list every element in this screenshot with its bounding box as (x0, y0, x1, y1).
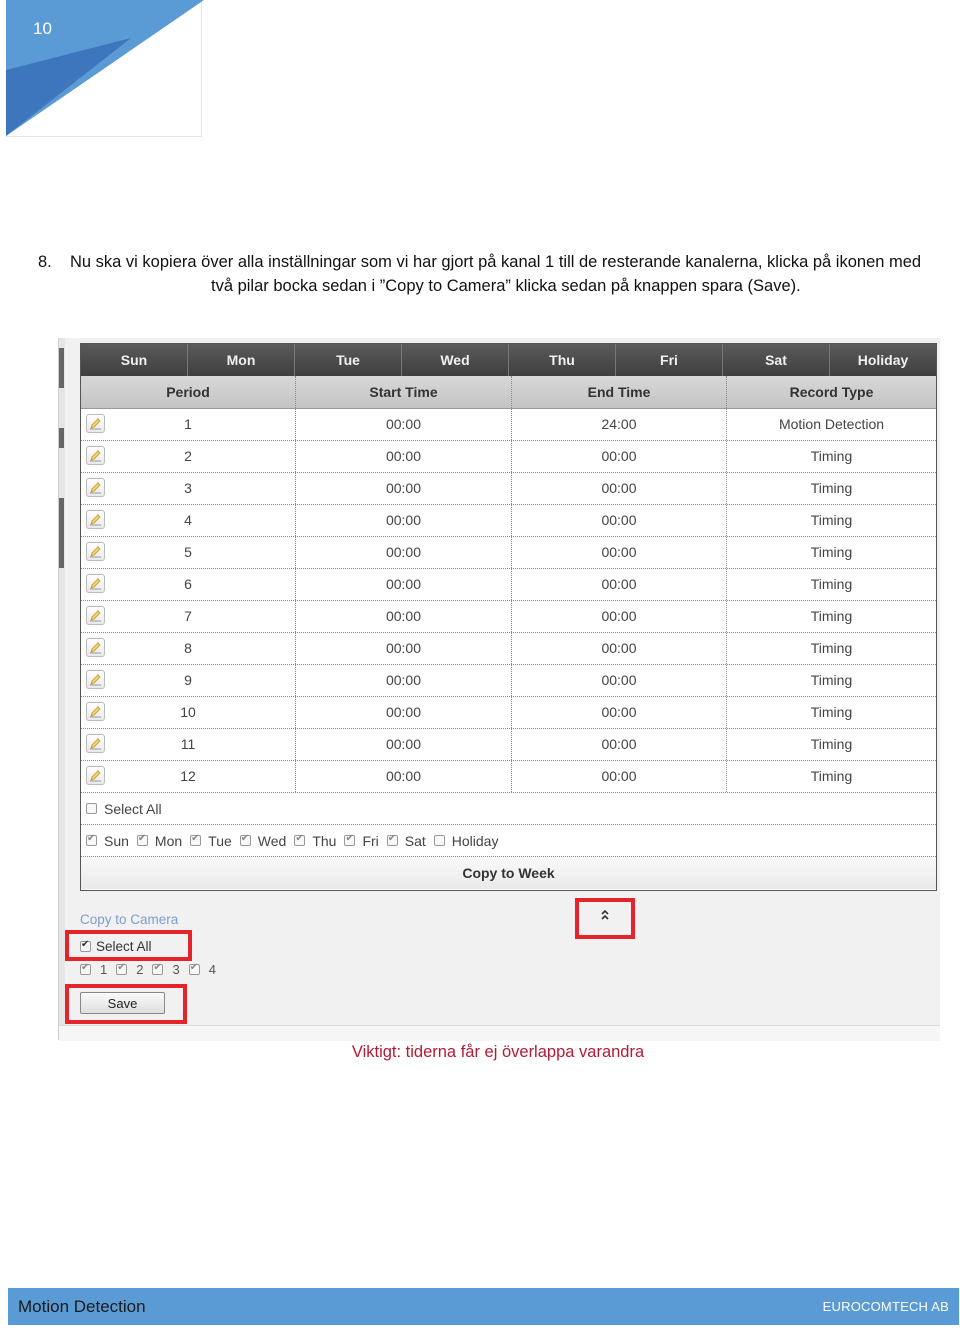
day-tab-fri[interactable]: Fri (616, 344, 723, 376)
screenshot-bottom-edge (59, 1025, 940, 1041)
checkbox-box (344, 835, 355, 846)
copy-day-label: Tue (208, 832, 232, 849)
checkbox-box (189, 964, 200, 975)
page-number: 10 (33, 19, 52, 38)
footer-company: EUROCOMTECH AB (822, 1299, 949, 1314)
camera-checkbox-4[interactable] (189, 962, 216, 977)
start-time-cell: 00:00 (296, 633, 512, 664)
checkbox-box (86, 803, 97, 814)
start-time-cell: 00:00 (296, 761, 512, 792)
checkbox-box (294, 835, 305, 846)
copy-to-week-button[interactable]: Copy to Week (81, 857, 936, 889)
select-all-periods-checkbox[interactable] (86, 801, 162, 817)
record-type-cell: Timing (810, 704, 853, 720)
table-row (81, 601, 936, 633)
day-tab-thu[interactable]: Thu (509, 344, 616, 376)
edit-pencil-icon[interactable] (86, 510, 105, 529)
instruction-line-1: Nu ska vi kopiera över alla inställningar som vi har gjort på kanal 1 till de resterande kanalerna, klicka på ikonen med (70, 253, 922, 271)
copy-day-label: Sun (104, 832, 129, 849)
period-cell (81, 409, 296, 440)
table-row (81, 409, 936, 441)
copy-to-camera-title: Copy to Camera (80, 912, 179, 927)
period-number: 5 (184, 544, 192, 560)
copy-day-checkbox-mon[interactable] (137, 833, 182, 849)
start-time-cell: 00:00 (296, 697, 512, 728)
period-number: 8 (184, 640, 192, 656)
end-time-cell: 00:00 (512, 473, 727, 504)
copy-day-label: Thu (312, 832, 337, 849)
double-chevron-up-icon (579, 908, 631, 922)
period-cell (81, 441, 296, 472)
record-type-cell: Timing (810, 640, 853, 656)
period-cell (81, 697, 296, 728)
copy-day-checkbox-thu[interactable] (294, 833, 336, 849)
camera-number: 1 (100, 962, 108, 977)
camera-checkbox-1[interactable] (80, 962, 107, 977)
end-time-cell: 24:00 (512, 409, 727, 440)
period-number: 4 (184, 512, 192, 528)
day-tab-holiday[interactable]: Holiday (857, 352, 909, 368)
checkbox-box (116, 964, 127, 975)
edit-pencil-icon[interactable] (86, 542, 105, 561)
end-time-cell: 00:00 (512, 537, 727, 568)
end-time-cell: 00:00 (512, 441, 727, 472)
edit-pencil-icon[interactable] (86, 606, 105, 625)
copy-day-checkbox-tue[interactable] (190, 833, 232, 849)
copy-day-label: Wed (257, 832, 287, 849)
copy-day-label: Sat (404, 832, 426, 849)
camera-number: 2 (136, 962, 144, 977)
copy-day-checkbox-sat[interactable] (387, 833, 426, 849)
edit-pencil-icon[interactable] (86, 478, 105, 497)
table-row (81, 729, 936, 761)
warning-text: Viktigt: tiderna får ej överlappa varandra (351, 1043, 645, 1061)
period-cell (81, 729, 296, 760)
end-time-cell: 00:00 (512, 761, 727, 792)
start-time-cell: 00:00 (296, 601, 512, 632)
footer-bar (8, 1288, 959, 1325)
day-tab-mon[interactable]: Mon (188, 344, 295, 376)
camera-checkboxes (80, 962, 225, 977)
period-number: 12 (180, 768, 196, 784)
record-type-cell: Timing (810, 608, 853, 624)
day-tab-wed[interactable]: Wed (402, 344, 509, 376)
checkbox-box (80, 941, 91, 952)
record-type-cell: Timing (810, 672, 853, 688)
start-time-cell: 00:00 (296, 473, 512, 504)
start-time-cell: 00:00 (296, 729, 512, 760)
table-header (81, 376, 936, 409)
period-number: 3 (184, 480, 192, 496)
copy-day-checkbox-holiday[interactable] (434, 833, 499, 849)
start-time-cell: 00:00 (296, 537, 512, 568)
start-time-cell: 00:00 (296, 409, 512, 440)
record-type-cell: Timing (810, 544, 853, 560)
start-time-cell: 00:00 (296, 665, 512, 696)
end-time-cell: 00:00 (512, 505, 727, 536)
end-time-cell: 00:00 (512, 569, 727, 600)
copy-day-checkbox-fri[interactable] (344, 833, 378, 849)
schedule-grid (80, 343, 937, 891)
table-row (81, 633, 936, 665)
step-number: 8. (38, 253, 52, 271)
end-time-cell: 00:00 (512, 697, 727, 728)
select-all-label: Select All (104, 800, 162, 817)
record-type-cell: Timing (810, 448, 853, 464)
column-header-record-type: Record Type (789, 384, 874, 400)
copy-day-checkbox-sun[interactable] (86, 833, 129, 849)
table-row (81, 665, 936, 697)
edit-pencil-icon[interactable] (86, 574, 105, 593)
start-time-cell: 00:00 (296, 441, 512, 472)
record-type-cell: Timing (810, 512, 853, 528)
checkbox-box (137, 835, 148, 846)
period-number: 1 (184, 416, 192, 432)
camera-number: 3 (172, 962, 180, 977)
start-time-cell: 00:00 (296, 505, 512, 536)
save-button[interactable]: Save (80, 992, 165, 1014)
period-cell (81, 761, 296, 792)
checkbox-box (387, 835, 398, 846)
period-number: 10 (180, 704, 196, 720)
record-type-cell: Timing (810, 768, 853, 784)
record-type-cell: Motion Detection (778, 416, 885, 432)
select-all-cameras-label: Select All (96, 939, 152, 954)
collapse-button-highlight[interactable] (575, 898, 635, 939)
day-tab-tue[interactable]: Tue (295, 344, 402, 376)
select-all-row (81, 793, 936, 825)
record-type-cell: Timing (810, 480, 853, 496)
copy-day-label: Mon (154, 832, 183, 849)
day-tab-sun[interactable]: Sun (81, 344, 188, 376)
end-time-cell: 00:00 (512, 601, 727, 632)
period-cell (81, 505, 296, 536)
camera-checkbox-2[interactable] (116, 962, 143, 977)
checkbox-box (86, 835, 97, 846)
edit-pencil-icon[interactable] (86, 414, 105, 433)
edit-pencil-icon[interactable] (86, 702, 105, 721)
select-all-cameras-checkbox[interactable] (80, 939, 152, 954)
start-time-cell: 00:00 (296, 569, 512, 600)
checkbox-box (190, 835, 201, 846)
day-tab-sat[interactable]: Sat (723, 344, 830, 376)
period-cell (81, 665, 296, 696)
period-number: 7 (184, 608, 192, 624)
record-type-cell: Timing (810, 736, 853, 752)
end-time-cell: 00:00 (512, 665, 727, 696)
column-header-period: Period (81, 376, 296, 408)
period-cell (81, 569, 296, 600)
table-row (81, 473, 936, 505)
schedule-screenshot (58, 338, 940, 1040)
copy-days-row (81, 825, 936, 857)
edit-pencil-icon[interactable] (86, 446, 105, 465)
table-row (81, 569, 936, 601)
period-rows (81, 409, 936, 793)
table-row (81, 537, 936, 569)
period-cell (81, 537, 296, 568)
table-row (81, 505, 936, 537)
checkbox-box (80, 964, 91, 975)
footer-title: Motion Detection (18, 1297, 146, 1316)
column-header-end-time: End Time (512, 376, 727, 408)
table-row (81, 697, 936, 729)
period-number: 9 (184, 672, 192, 688)
copy-day-checkbox-wed[interactable] (240, 833, 287, 849)
edit-pencil-icon[interactable] (86, 766, 105, 785)
checkbox-box (240, 835, 251, 846)
period-cell (81, 473, 296, 504)
period-cell (81, 633, 296, 664)
copy-day-label: Holiday (451, 832, 499, 849)
period-cell (81, 601, 296, 632)
record-type-cell: Timing (810, 576, 853, 592)
day-tabs (81, 344, 936, 376)
edit-pencil-icon[interactable] (86, 670, 105, 689)
camera-number: 4 (208, 962, 216, 977)
copy-day-label: Fri (362, 832, 379, 849)
checkbox-box (434, 835, 445, 846)
checkbox-box (152, 964, 163, 975)
end-time-cell: 00:00 (512, 633, 727, 664)
instruction-line-2: två pilar bocka sedan i ”Copy to Camera” klicka sedan på knappen spara (Save). (211, 277, 801, 295)
end-time-cell: 00:00 (512, 729, 727, 760)
column-header-start-time: Start Time (296, 376, 512, 408)
period-number: 2 (184, 448, 192, 464)
camera-checkbox-3[interactable] (152, 962, 179, 977)
edit-pencil-icon[interactable] (86, 638, 105, 657)
table-row (81, 441, 936, 473)
table-row (81, 761, 936, 793)
period-number: 11 (180, 736, 196, 752)
period-number: 6 (184, 576, 192, 592)
edit-pencil-icon[interactable] (86, 734, 105, 753)
